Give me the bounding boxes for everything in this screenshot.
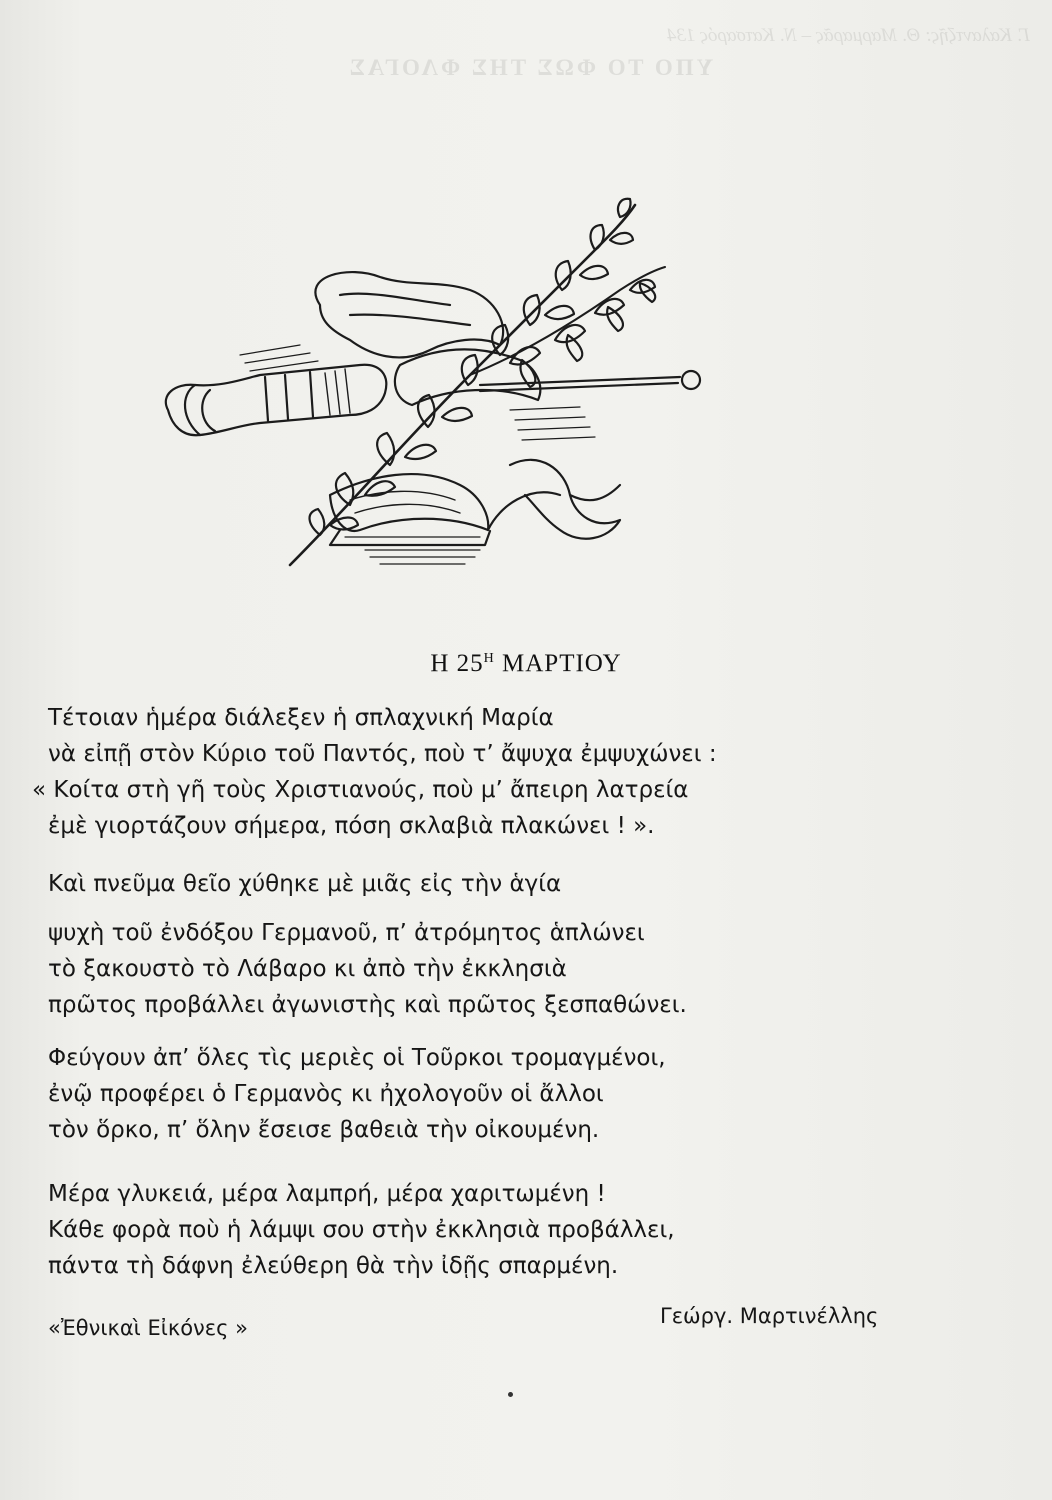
poem-line: τὸν ὅρκο, π’ ὅλην ἔσεισε βαθειὰ τὴν οἰκουμένη. [48,1117,600,1143]
poem-line: ἐνῷ προφέρει ὁ Γερμανὸς κι ἠχολογοῦν οἱ ἄλλοι [48,1081,604,1107]
ink-dot [508,1392,513,1397]
poem-line: Κάθε φορὰ ποὺ ἡ λάμψι σου στὴν ἐκκλησιὰ προβάλλει, [48,1217,675,1243]
stanza-2 [0,915,1000,1023]
poem-title-superscript: Η [483,651,495,666]
poem-line: Μέρα γλυκειά, μέρα λαμπρή, μέρα χαριτωμένη ! [48,1181,606,1207]
stanza-3 [0,1040,1000,1148]
bleed-header: Γ. Καλαντζῆς: Θ. Μαρμαρᾶς – Ν. Κατσαρός 134 [666,25,1030,46]
poem-line: Καὶ πνεῦμα θεῖο χύθηκε μὲ μιᾶς εἰς τὴν ἁγία [48,871,562,897]
bleed-title: ΥΠΟ ΤΟ ΦΩΣ ΤΗΣ ΦΛΟΓΑΣ [346,55,714,80]
poem-line: πρῶτος προβάλλει ἀγωνιστὴς καὶ πρῶτος ξεσπαθώνει. [48,992,687,1018]
poem-title-rest: ΜΑΡΤΙΟΥ [494,650,622,677]
stanza-4 [0,1176,1000,1284]
poem-title [0,650,1052,678]
poem-line: « Κοίτα στὴ γῆ τοὺς Χριστιανούς, ποὺ μ’ ἄπειρη λατρεία [32,777,689,803]
poem-line: ψυχὴ τοῦ ἐνδόξου Γερμανοῦ, π’ ἀτρόμητος ἁπλώνει [48,920,645,946]
poem-author: Γεώργ. Μαρτινέλλης [660,1304,879,1328]
poem-line: ἐμὲ γιορτάζουν σήμερα, πόση σκλαβιὰ πλακώνει ! ». [48,813,655,839]
poem-line: πάντα τὴ δάφνη ἐλεύθερη θὰ τὴν ἰδῇς σπαρμένη. [48,1253,619,1279]
poem-source: «Ἐθνικαὶ Εἰκόνες » [48,1316,248,1340]
stanza-1 [0,700,1000,902]
poem-line: νὰ εἰπῇ στὸν Κύριο τοῦ Παντός, ποὺ τ’ ἄψυχα ἐμψυχώνει : [48,741,717,767]
bleed-through-text [30,20,1030,84]
laurel-quill-book-illustration [150,195,710,585]
poem-line: τὸ ξακουστὸ τὸ Λάβαρο κι ἀπὸ τὴν ἐκκλησιὰ [48,956,567,982]
poem-title-main: Η 25 [430,650,484,677]
poem-line: Τέτοιαν ἡμέρα διάλεξεν ἡ σπλαχνική Μαρία [48,705,554,731]
poem-line: Φεύγουν ἀπ’ ὅλες τὶς μεριὲς οἱ Τοῦρκοι τρομαγμένοι, [48,1045,666,1071]
